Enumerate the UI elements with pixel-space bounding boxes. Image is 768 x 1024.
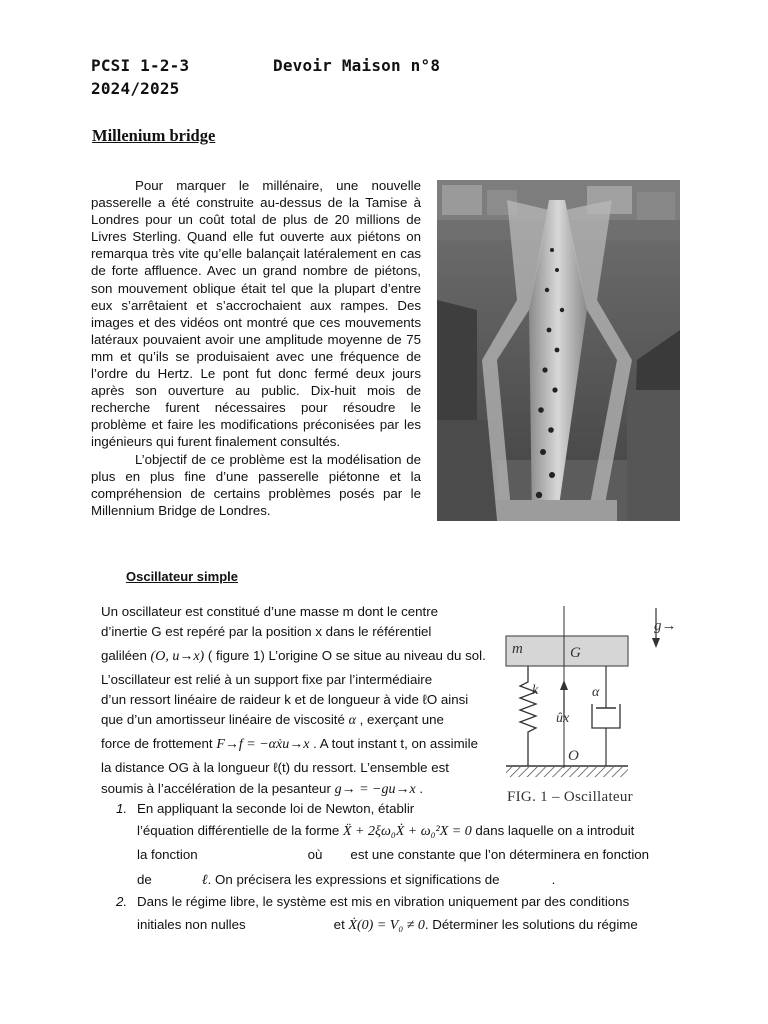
body-line-4: L’oscillateur est relié à un support fixe par l’intermédiaire bbox=[101, 672, 433, 687]
ground-hatching bbox=[506, 767, 628, 777]
q1-equation-intro: l’équation différentielle de la forme bbox=[137, 823, 340, 838]
origin-label: O bbox=[568, 748, 579, 764]
friction-force-math: F→f = −αẋu→x bbox=[216, 737, 310, 752]
q1-period: . bbox=[551, 872, 556, 887]
document-title: Millenium bridge bbox=[92, 126, 216, 145]
question-1-line-1: En appliquant la seconde loi de Newton, établir bbox=[137, 801, 415, 816]
mass-label: m bbox=[512, 641, 523, 657]
body-line-3 bbox=[101, 644, 486, 669]
differential-equation-math: Ẍ + 2ξω₀Ẋ + ω₀²X = 0 bbox=[343, 824, 472, 839]
damper-text: que d’un amortisseur linéaire de viscosité bbox=[101, 712, 345, 727]
q1-constant-text: est une constante que l’on déterminera en fonction bbox=[350, 847, 650, 862]
reference-frame-math: (O, u→x) bbox=[150, 649, 205, 664]
q1-equation-outro: dans laquelle on a introduit bbox=[475, 823, 635, 838]
millennium-bridge-photo bbox=[437, 180, 680, 521]
school-year: 2024/2025 bbox=[91, 79, 180, 98]
q1-of-text: de bbox=[137, 872, 152, 887]
initial-velocity-math: Ẋ(0) = V₀ ≠ 0 bbox=[348, 918, 425, 933]
class-label: PCSI 1-2-3 bbox=[91, 56, 190, 75]
q1-where-text: où bbox=[307, 847, 323, 862]
gravity-label: g→ bbox=[654, 618, 677, 634]
body-line-7 bbox=[101, 732, 478, 757]
q2-and-text: et bbox=[333, 917, 345, 932]
figure-caption: FIG. 1 – Oscillateur bbox=[507, 789, 633, 805]
section-title: Oscillateur simple bbox=[126, 569, 238, 584]
galileen-text: galiléen bbox=[101, 648, 147, 663]
question-2-line-1: Dans le régime libre, le système est mis en vibration uniquement par des conditions bbox=[137, 894, 630, 909]
friction-text-end: . A tout instant t, on assimile bbox=[313, 736, 478, 751]
spring bbox=[520, 666, 536, 766]
gravity-text: soumis à l’accélération de la pesanteur bbox=[101, 781, 331, 796]
oscillator-figure bbox=[500, 600, 680, 810]
stiffness-label: k bbox=[532, 683, 539, 698]
q2-initial-text: initiales non nulles bbox=[137, 917, 246, 932]
question-1-line-2 bbox=[137, 819, 634, 844]
body-line-6 bbox=[101, 708, 444, 733]
question-1-line-3 bbox=[137, 843, 649, 867]
body-line-1: Un oscillateur est constitué d’une masse m dont le centre bbox=[101, 604, 439, 619]
center-label: G bbox=[570, 645, 581, 661]
question-2-number: 2. bbox=[116, 894, 128, 909]
q1-function-text: la fonction bbox=[137, 847, 198, 862]
question-1-number: 1. bbox=[116, 801, 128, 816]
intro-text bbox=[91, 177, 421, 519]
mass-block bbox=[506, 636, 628, 666]
gravity-text-end: . bbox=[419, 781, 424, 796]
question-2-line-2 bbox=[137, 913, 638, 938]
body-line-5: d’un ressort linéaire de raideur k et de longueur à vide ℓO ainsi bbox=[101, 692, 469, 707]
q2-determine-text: . Déterminer les solutions du régime bbox=[424, 917, 638, 932]
q1-specify-text: . On précisera les expressions et significations de bbox=[207, 872, 500, 887]
unit-vector-label: ûx bbox=[556, 711, 570, 726]
alpha-symbol: α bbox=[348, 713, 356, 728]
ell-symbol: ℓ bbox=[201, 873, 208, 888]
friction-text: force de frottement bbox=[101, 736, 213, 751]
figure-reference-text: ( figure 1) L’origine O se situe au niveau du sol. bbox=[207, 648, 486, 663]
body-line-2: d’inertie G est repéré par la position x dans le référentiel bbox=[101, 624, 432, 639]
intro-paragraph-1: Pour marquer le millénaire, une nouvelle passerelle a été construite au-dessus de la Tamise à Londres pour un coût total de plus de 20 millions de Livres Sterling. Quand elle fut ouverte aux piétons on remarqua très vite qu’elle balançait latéralement en cas de forte affluence. Avec un grand nombre de piétons, son mouvement oblique était tel que la plupart d’entre eux s’arrêtaient et s’accrochaient aux rampes. Des images et des vidéos ont montré que ces mouvements latéraux pouvaient avoir une amplitude moyenne de 75 mm et qu’ils se produisaient avec une fréquence de l’ordre du Hertz. Le pont fut donc fermé deux jours après son ouverture au public. Dix-huit mois de recherche furent nécessaires pour résoudre le problème et faire les modifications préconisées par les ingénieurs qui furent finalement consultés. bbox=[91, 178, 421, 450]
body-line-8: la distance OG à la longueur ℓ(t) du ressort. L’ensemble est bbox=[101, 760, 449, 775]
viscosity-label: α bbox=[592, 685, 600, 700]
gravity-math: g→ = −gu→x bbox=[334, 782, 416, 797]
intro-paragraph-2: L’objectif de ce problème est la modélisation de plus en plus fine d’une passerelle piétonne et la compréhension de certains problèmes posés par le Millennium Bridge de Londres. bbox=[91, 451, 421, 518]
damper-text-end: , exerçant une bbox=[359, 712, 444, 727]
assignment-title: Devoir Maison n°8 bbox=[273, 56, 441, 75]
